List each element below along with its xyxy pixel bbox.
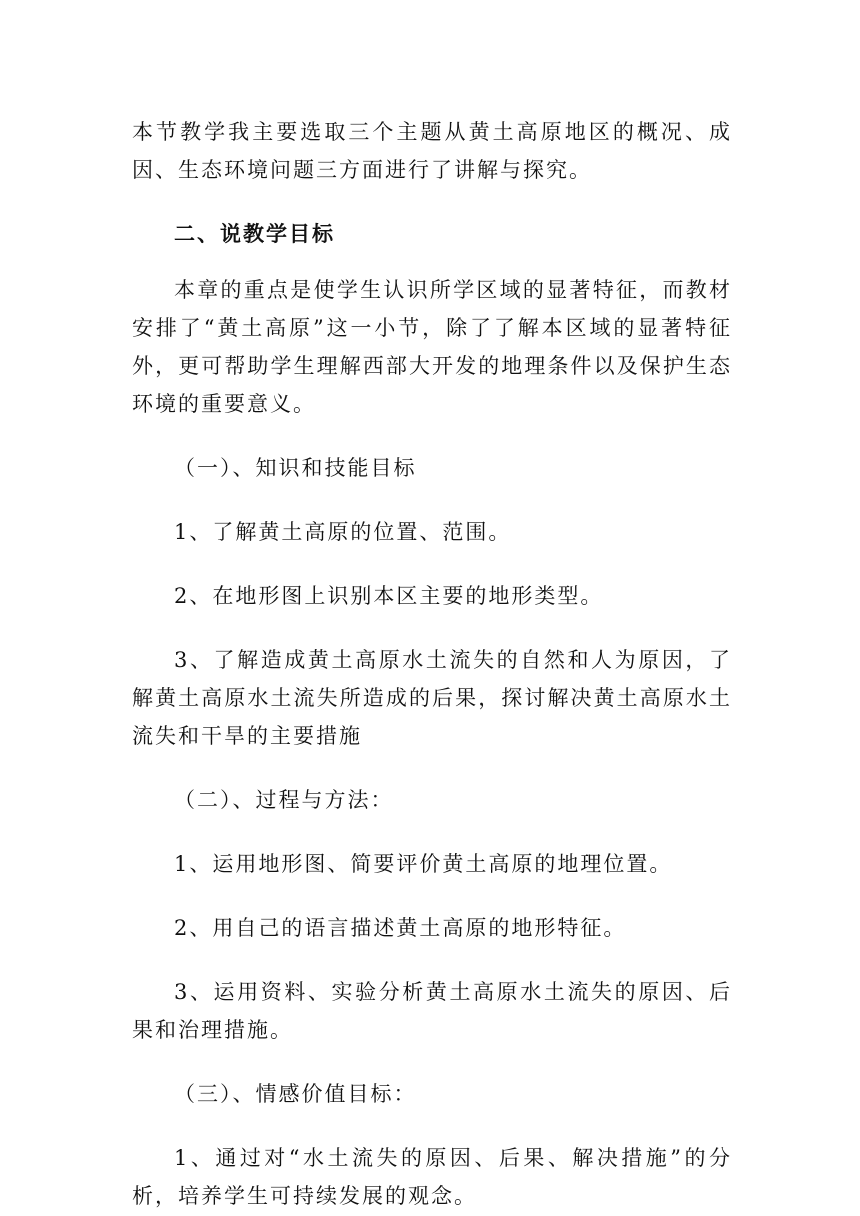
subheading-emotional-values: （三）、情感价值目标： [174, 1082, 417, 1106]
list-item: 1、了解黄土高原的位置、范围。 [174, 520, 512, 544]
section-heading-teaching-goals: 二、说教学目标 [174, 222, 335, 246]
goals-paragraph: 本章的重点是使学生认识所学区域的显著特征，而教材安排了“黄土高原”这一小节，除了了解本区域的显著特征外，更可帮助学生理解西部大开发的地理条件以及保护生态环境的重要意义。 [132, 278, 732, 416]
list-item: 3、运用资料、实验分析黄土高原水土流失的原因、后果和治理措施。 [132, 980, 732, 1042]
document-body [132, 113, 732, 1215]
subheading-knowledge-skills: （一）、知识和技能目标 [174, 456, 417, 480]
subheading-process-method: （二）、过程与方法： [174, 788, 394, 812]
intro-paragraph: 本节教学我主要选取三个主题从黄土高原地区的概况、成因、生态环境问题三方面进行了讲解与探究。 [132, 120, 732, 182]
list-item: 2、用自己的语言描述黄土高原的地形特征。 [174, 916, 627, 940]
list-item: 2、在地形图上识别本区主要的地形类型。 [174, 584, 604, 608]
list-item: 1、运用地形图、简要评价黄土高原的地理位置。 [174, 852, 673, 876]
list-item: 1、通过对“水土流失的原因、后果、解决措施”的分析，培养学生可持续发展的观念。 [132, 1146, 732, 1208]
list-item: 3、了解造成黄土高原水土流失的自然和人为原因，了解黄土高原水土流失所造成的后果，探讨解决黄土高原水土流失和干旱的主要措施 [132, 648, 732, 748]
